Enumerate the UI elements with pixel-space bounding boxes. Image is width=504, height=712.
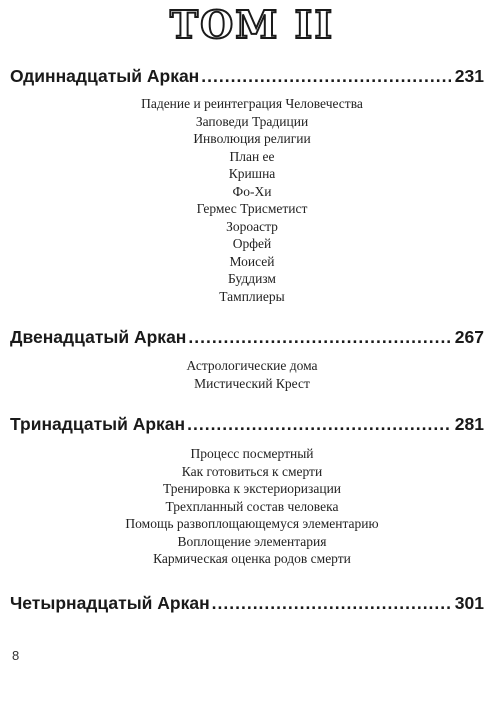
section-title: Одиннадцатый Аркан [10, 66, 200, 86]
section-title: Тринадцатый Аркан [10, 414, 186, 434]
toc-entry: Мистический Крест [194, 375, 310, 391]
toc-entry: Фо-Хи [232, 183, 272, 199]
dot-leader [187, 414, 451, 434]
section-heading-12 [10, 327, 484, 347]
toc-entry: Инволюция религии [193, 131, 311, 146]
section-page-number: 301 [454, 593, 484, 613]
dot-leader [201, 66, 451, 86]
section-heading-14 [10, 593, 484, 613]
toc-entry: Кришна [228, 166, 276, 181]
toc-entry: Кармическая оценка родов смерти [153, 551, 351, 566]
toc-entry: Моисей [229, 253, 275, 269]
section-entries-12 [0, 357, 504, 392]
toc-entry: Астрологические дома [186, 358, 318, 373]
toc-entry: План ее [229, 148, 275, 164]
section-page-number: 267 [454, 327, 484, 347]
toc-entry: Падение и реинтеграция Человечества [141, 96, 363, 111]
toc-entry: Орфей [232, 236, 272, 251]
toc-entry: Заповеди Традиции [195, 113, 309, 129]
toc-entry: Тамплиеры [219, 288, 285, 304]
section-title: Четырнадцатый Аркан [10, 593, 210, 613]
section-heading-11 [10, 66, 484, 86]
section-entries-13 [0, 445, 504, 568]
section-entries-11 [0, 95, 504, 305]
toc-entry: Буддизм [228, 271, 276, 286]
toc-entry: Гермес Трисметист [196, 201, 308, 216]
toc-entry: Трехпланный состав человека [165, 498, 339, 514]
toc-entry: Как готовиться к смерти [181, 463, 323, 479]
section-page-number: 281 [454, 414, 484, 434]
volume-title: ТОМ II [169, 2, 335, 47]
section-title: Двенадцатый Аркан [10, 327, 187, 347]
toc-entry: Воплощение элементария [177, 533, 327, 549]
dot-leader [212, 593, 451, 613]
section-page-number: 231 [454, 66, 484, 86]
toc-entry: Тренировка к экстериоризации [162, 481, 342, 496]
dot-leader [188, 327, 450, 347]
toc-entry: Зороастр [226, 218, 278, 234]
toc-entry: Помощь развоплощающемуся элементарию [125, 516, 379, 531]
section-heading-13 [10, 414, 484, 434]
page-number: 8 [12, 648, 20, 663]
toc-entry: Процесс посмертный [190, 446, 314, 461]
